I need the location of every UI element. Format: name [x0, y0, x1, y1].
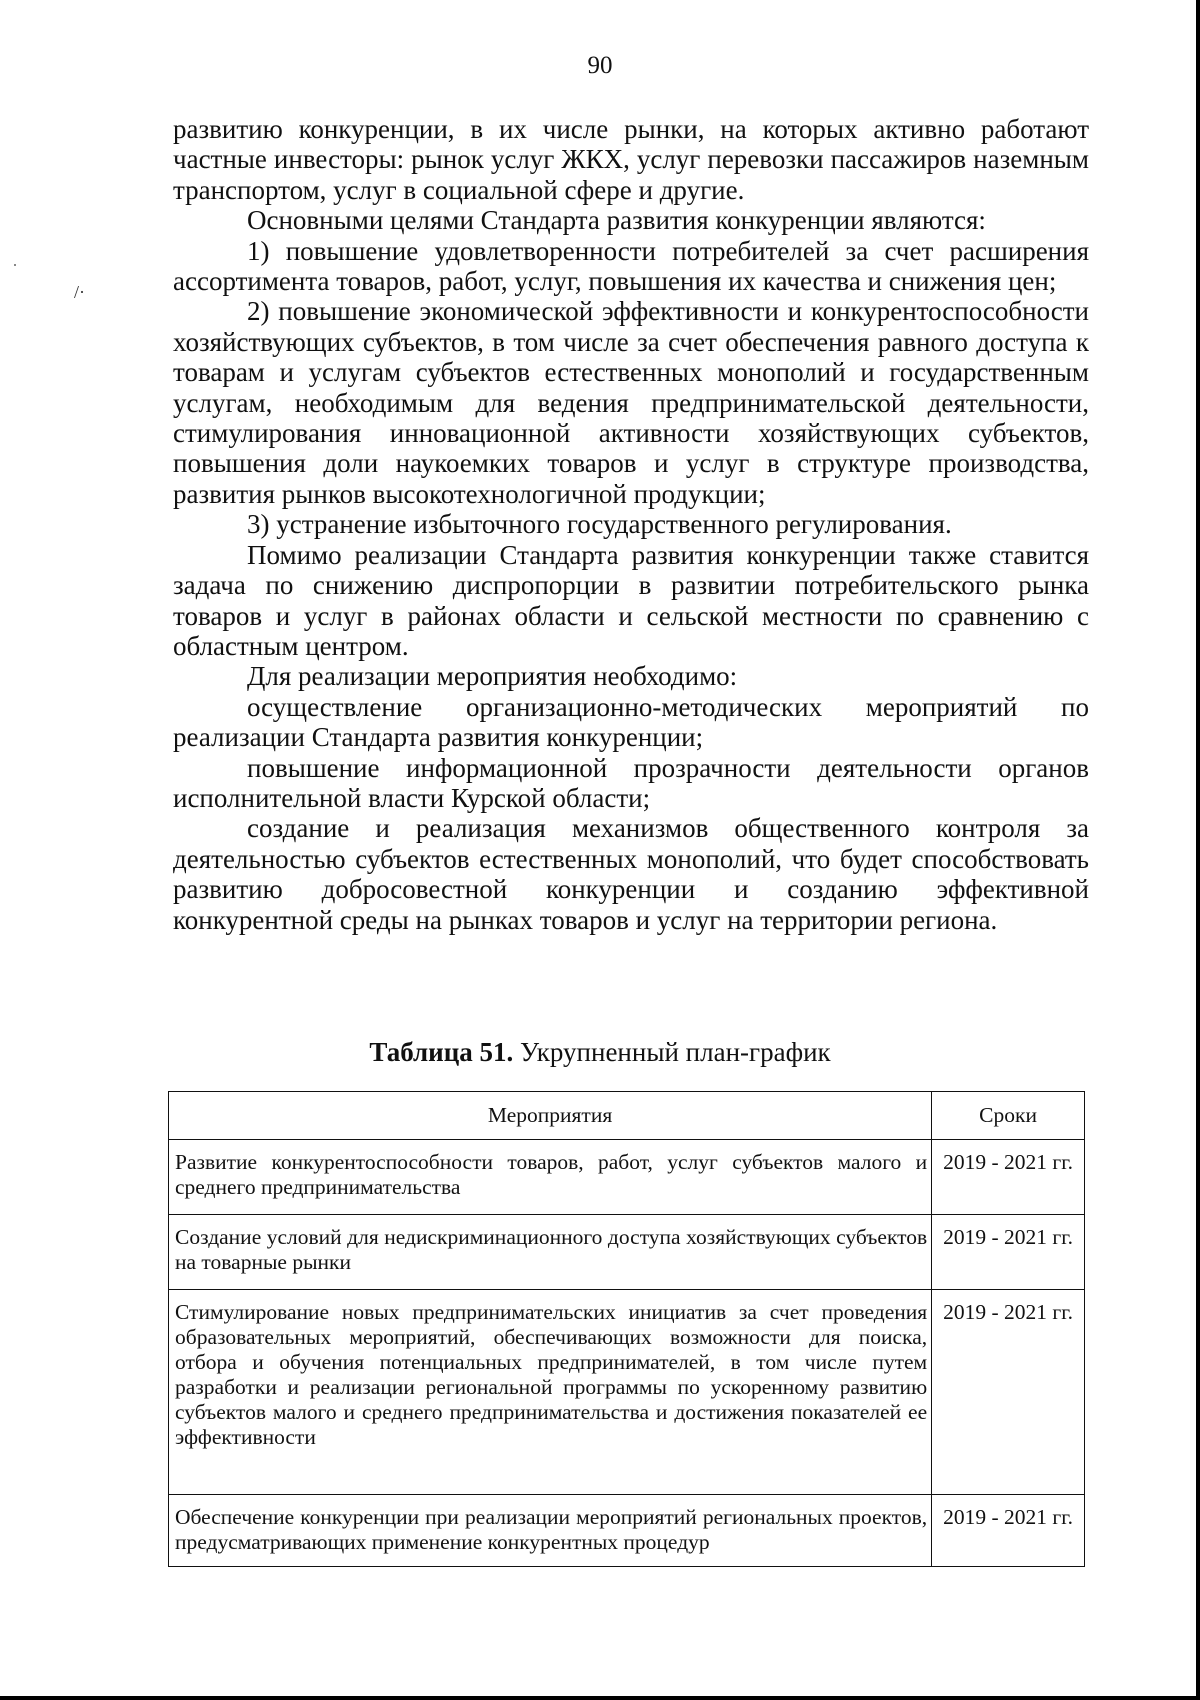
- paragraph: 3) устранение избыточного государственного регулирования.: [247, 509, 952, 540]
- table-caption-title: Укрупненный план-график: [513, 1037, 831, 1067]
- paragraph: Для реализации мероприятия необходимо:: [247, 661, 738, 692]
- term-cell: 2019 - 2021 гг.: [932, 1495, 1085, 1567]
- event-cell: Развитие конкурентоспособности товаров, работ, услуг субъектов малого и среднего предпринимательства: [169, 1140, 932, 1215]
- table-row: [169, 1495, 1085, 1567]
- scan-mark: /·: [74, 282, 85, 302]
- scan-edge-bottom: [0, 1696, 1200, 1700]
- paragraph: создание и реализация механизмов общественного контроля за деятельностью субъектов естественных монополий, что будет способствовать развитию добросовестной конкуренции и созданию эффективной конкурентной среды на рынках товаров и услуг на территории региона.: [173, 813, 1089, 935]
- scan-speck: [14, 264, 16, 266]
- column-header-terms: Сроки: [932, 1092, 1085, 1140]
- table-row: [169, 1140, 1085, 1215]
- table-row: [169, 1290, 1085, 1495]
- paragraph: развитию конкуренции, в их числе рынки, на которых активно работают частные инвесторы: рынок услуг ЖКХ, услуг перевозки пассажиров наземным транспортом, услуг в социальной сфере и другие.: [173, 114, 1089, 205]
- paragraph: Помимо реализации Стандарта развития конкуренции также ставится задача по снижению диспропорции в развитии потребительского рынка товаров и услуг в районах области и сельской местности по сравнению с областным центром.: [173, 539, 1089, 661]
- term-cell: 2019 - 2021 гг.: [932, 1290, 1085, 1495]
- paragraph: повышение информационной прозрачности деятельности органов исполнительной власти Курской области;: [173, 752, 1089, 813]
- plan-schedule-table: [168, 1091, 1085, 1567]
- page-number: 90: [587, 52, 613, 79]
- event-cell: Стимулирование новых предпринимательских инициатив за счет проведения образовательных мероприятий, обеспечивающих возможности для поиска, отбора и обучения потенциальных предпринимателей, в том числе путем разработки и реализации региональной программы по ускоренному развитию субъектов малого и среднего предпринимательства и достижения показателей ее эффективности: [169, 1290, 932, 1495]
- term-cell: 2019 - 2021 гг.: [932, 1140, 1085, 1215]
- event-cell: Обеспечение конкуренции при реализации мероприятий региональных проектов, предусматривающих применение конкурентных процедур: [169, 1495, 932, 1567]
- table-row: [169, 1215, 1085, 1290]
- table-header-row: [169, 1092, 1085, 1140]
- paragraph: 1) повышение удовлетворенности потребителей за счет расширения ассортимента товаров, работ, услуг, повышения их качества и снижения цен;: [173, 235, 1089, 297]
- body-text: [173, 114, 1089, 935]
- term-cell: 2019 - 2021 гг.: [932, 1215, 1085, 1290]
- paragraph: осуществление организационно-методических мероприятий по реализации Стандарта развития конкуренции;: [173, 691, 1089, 753]
- column-header-events: Мероприятия: [169, 1092, 932, 1140]
- paragraph: Основными целями Стандарта развития конкуренции являются:: [247, 205, 986, 236]
- event-cell: Создание условий для недискриминационного доступа хозяйствующих субъектов на товарные рынки: [169, 1215, 932, 1290]
- paragraph: 2) повышение экономической эффективности и конкурентоспособности хозяйствующих субъектов, в том числе за счет обеспечения равного доступа к товарам и услугам субъектов естественных монополий и государственным услугам, необходимым для ведения предпринимательской деятельности, стимулирования инновационной активности хозяйствующих субъектов, повышения доли наукоемких товаров и услуг в структуре производства, развития рынков высокотехнологичной продукции;: [173, 296, 1089, 509]
- scan-edge-right: [1196, 0, 1200, 1700]
- table-caption: [0, 1037, 1200, 1068]
- table-caption-number: Таблица 51.: [369, 1037, 514, 1067]
